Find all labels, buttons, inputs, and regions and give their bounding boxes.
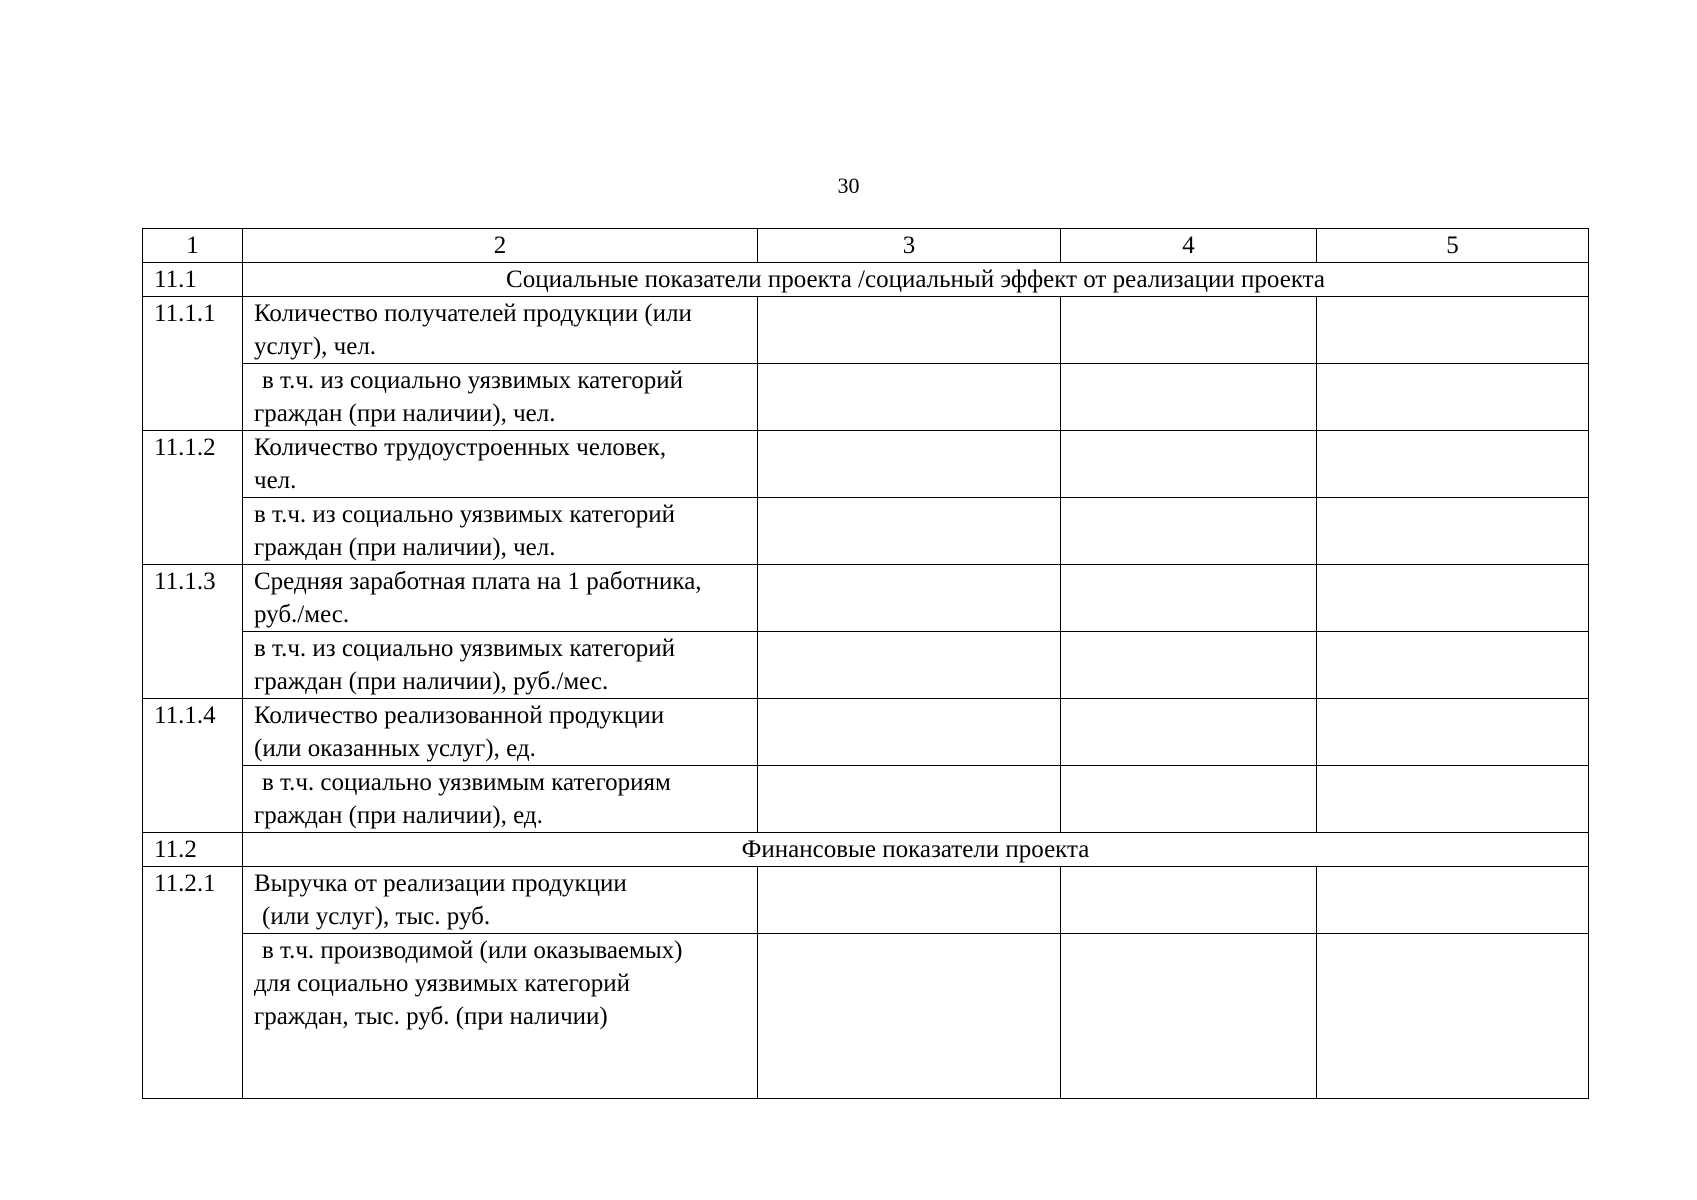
value-cell[interactable] bbox=[1317, 632, 1589, 699]
section-title: Социальные показатели проекта /социальный эффект от реализации проекта bbox=[243, 263, 1589, 297]
row-label: Средняя заработная плата на 1 работника, руб./мес. bbox=[243, 565, 758, 632]
row-label: в т.ч. из социально уязвимых категорий граждан (при наличии), руб./мес. bbox=[243, 632, 758, 699]
value-cell[interactable] bbox=[758, 364, 1061, 431]
value-cell[interactable] bbox=[1061, 364, 1317, 431]
value-cell[interactable] bbox=[758, 565, 1061, 632]
table-row bbox=[143, 364, 1589, 431]
value-cell[interactable] bbox=[1317, 565, 1589, 632]
value-cell[interactable] bbox=[1061, 498, 1317, 565]
value-cell[interactable] bbox=[1317, 498, 1589, 565]
row-label: в т.ч. социально уязвимым категориям граждан (при наличии), ед. bbox=[243, 766, 758, 833]
value-cell[interactable] bbox=[1317, 934, 1589, 1099]
value-cell[interactable] bbox=[1317, 297, 1589, 364]
table-row bbox=[143, 498, 1589, 565]
value-cell[interactable] bbox=[758, 934, 1061, 1099]
value-cell[interactable] bbox=[758, 431, 1061, 498]
section-number: 11.1 bbox=[143, 263, 243, 297]
section-row-financial bbox=[143, 833, 1589, 867]
header-cell-3: 3 bbox=[758, 229, 1061, 263]
row-label: Выручка от реализации продукции (или услуг), тыс. руб. bbox=[243, 867, 758, 934]
row-label: в т.ч. из социально уязвимых категорий граждан (при наличии), чел. bbox=[243, 498, 758, 565]
table-row bbox=[143, 565, 1589, 632]
row-number: 11.1.2 bbox=[143, 431, 243, 565]
table-row bbox=[143, 766, 1589, 833]
value-cell[interactable] bbox=[758, 632, 1061, 699]
value-cell[interactable] bbox=[758, 867, 1061, 934]
value-cell[interactable] bbox=[1317, 364, 1589, 431]
value-cell[interactable] bbox=[1061, 632, 1317, 699]
table-row bbox=[143, 867, 1589, 934]
value-cell[interactable] bbox=[1061, 297, 1317, 364]
value-cell[interactable] bbox=[1061, 766, 1317, 833]
section-row-social bbox=[143, 263, 1589, 297]
row-label: Количество реализованной продукции (или оказанных услуг), ед. bbox=[243, 699, 758, 766]
row-label: Количество получателей продукции (или услуг), чел. bbox=[243, 297, 758, 364]
value-cell[interactable] bbox=[1317, 431, 1589, 498]
table-header-row bbox=[143, 229, 1589, 263]
row-number: 11.2.1 bbox=[143, 867, 243, 1099]
row-number: 11.1.4 bbox=[143, 699, 243, 833]
table-row bbox=[143, 699, 1589, 766]
value-cell[interactable] bbox=[1061, 431, 1317, 498]
value-cell[interactable] bbox=[1061, 934, 1317, 1099]
section-number: 11.2 bbox=[143, 833, 243, 867]
header-cell-1: 1 bbox=[143, 229, 243, 263]
row-label: в т.ч. из социально уязвимых категорий граждан (при наличии), чел. bbox=[243, 364, 758, 431]
row-number: 11.1.3 bbox=[143, 565, 243, 699]
row-label: в т.ч. производимой (или оказываемых) для социально уязвимых категорий граждан, тыс. руб. (при наличии) bbox=[243, 934, 758, 1099]
table-row bbox=[143, 431, 1589, 498]
value-cell[interactable] bbox=[758, 498, 1061, 565]
section-title: Финансовые показатели проекта bbox=[243, 833, 1589, 867]
header-cell-2: 2 bbox=[243, 229, 758, 263]
table-row bbox=[143, 297, 1589, 364]
value-cell[interactable] bbox=[758, 766, 1061, 833]
page-number: 30 bbox=[837, 173, 860, 198]
header-cell-5: 5 bbox=[1317, 229, 1589, 263]
table-row bbox=[143, 632, 1589, 699]
value-cell[interactable] bbox=[758, 699, 1061, 766]
row-label: Количество трудоустроенных человек, чел. bbox=[243, 431, 758, 498]
value-cell[interactable] bbox=[1061, 565, 1317, 632]
value-cell[interactable] bbox=[1061, 867, 1317, 934]
value-cell[interactable] bbox=[758, 297, 1061, 364]
row-number: 11.1.1 bbox=[143, 297, 243, 431]
indicators-table bbox=[142, 228, 1589, 1099]
header-cell-4: 4 bbox=[1061, 229, 1317, 263]
table-row bbox=[143, 934, 1589, 1099]
value-cell[interactable] bbox=[1061, 699, 1317, 766]
value-cell[interactable] bbox=[1317, 867, 1589, 934]
value-cell[interactable] bbox=[1317, 766, 1589, 833]
value-cell[interactable] bbox=[1317, 699, 1589, 766]
